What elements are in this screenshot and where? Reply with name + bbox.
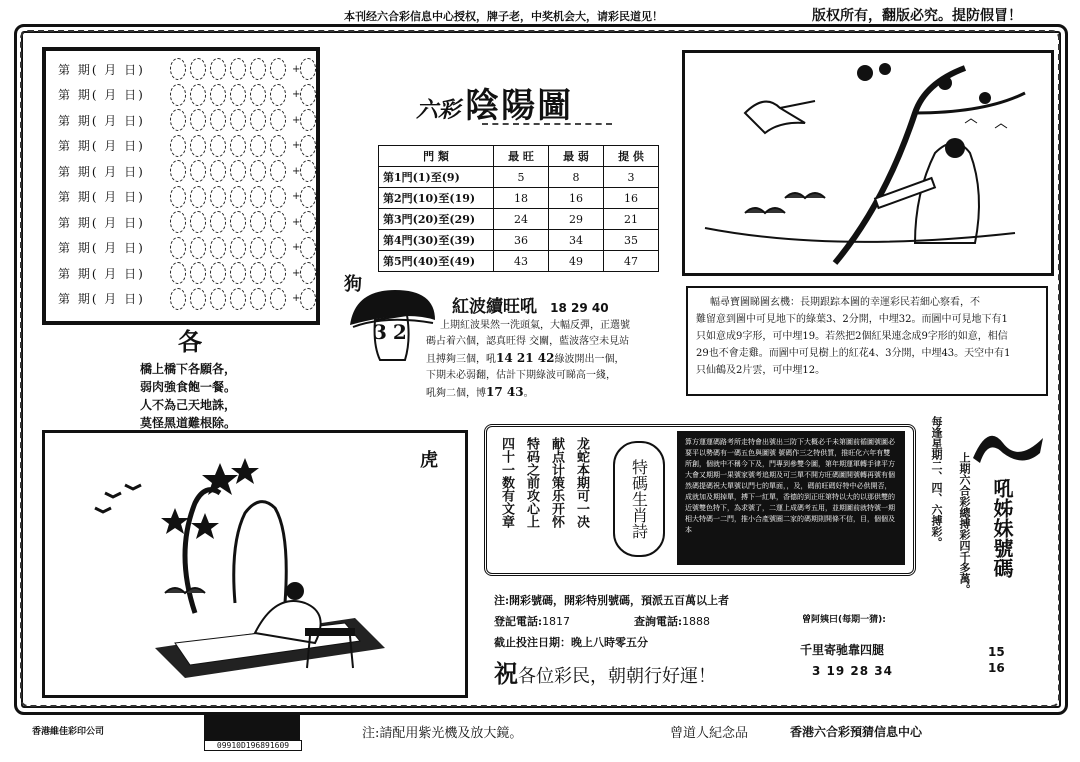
red-wave-line5 [426, 384, 678, 402]
number-circle [230, 288, 246, 310]
uv-note: 注:請配用紫光機及放大鏡。 [362, 726, 523, 741]
deadline: 截止投注日期：晚上八時零五分 [494, 636, 648, 649]
value-cell: 29 [549, 209, 604, 230]
number-circle [250, 211, 266, 233]
auntie-verse: 千里寄驰靠四腿 [800, 643, 885, 657]
blessing [494, 654, 716, 689]
scholar-drawing [45, 433, 465, 695]
number-circle [190, 237, 206, 259]
number-circle [230, 237, 246, 259]
blessing-text: 各位彩民，朝朝行好運！ [518, 666, 716, 687]
red-wave-line4: 下期未必弱翻，估計下期綠波可睇高一綫， [426, 370, 616, 381]
grid-row-label: 第 期( 月 日) [58, 292, 145, 306]
draw-schedule: 每逢星期二、四、六搏彩。 [930, 416, 943, 548]
number-circle [210, 211, 226, 233]
number-circle [170, 237, 186, 259]
number-circle [250, 58, 266, 80]
grid-row-label: 第 期( 月 日) [58, 62, 145, 77]
gate-range-cell: 第4門(30)至(39) [379, 230, 494, 251]
red-wave-body [426, 318, 678, 402]
tiger-scholar-illustration [42, 430, 468, 698]
number-circle [270, 237, 286, 259]
value-cell: 47 [604, 251, 659, 272]
number-circle [270, 211, 286, 233]
grid-row [58, 108, 320, 132]
auntie-label: 曾阿姨曰(每期一猜): [802, 615, 886, 625]
number-circle [170, 211, 186, 233]
number-circle [270, 288, 286, 310]
special-number-circle [300, 237, 316, 259]
number-circle [230, 109, 246, 131]
number-circle [250, 237, 266, 259]
number-circle [190, 109, 206, 131]
value-cell: 36 [494, 230, 549, 251]
number-circle [230, 84, 246, 106]
number-circle [270, 84, 286, 106]
value-cell: 35 [604, 230, 659, 251]
swirl-mark [968, 418, 1048, 468]
table-header: 門 類 [379, 146, 494, 167]
red-wave-numbers: 18 29 40 [550, 301, 609, 315]
blessing-big: 祝 [494, 659, 518, 688]
crane-lady-illustration [682, 50, 1054, 276]
value-cell: 49 [549, 251, 604, 272]
number-circle [210, 186, 226, 208]
prediction-center: 香港六合彩預猜信息中心 [790, 725, 923, 739]
number-circle [270, 262, 286, 284]
grid-row [58, 57, 320, 81]
grid-row-label: 第 期( 月 日) [58, 88, 145, 102]
plus-icon: + [292, 89, 301, 100]
plus-icon: + [292, 63, 301, 75]
poem-col-1: 龙蛇本期可一决 [574, 437, 589, 528]
number-circle [270, 160, 286, 182]
interp-line3: 只如意成9字形，可中埋19。若然把2個紅果連念成9字形的如意，相信 [696, 331, 1008, 342]
special-number-circle [300, 58, 316, 80]
value-cell: 18 [494, 188, 549, 209]
number-circle [250, 135, 266, 157]
plus-icon: + [292, 216, 301, 228]
red-wave-nums3: 17 43 [486, 385, 524, 399]
number-circle [210, 84, 226, 106]
plus-icon: + [292, 114, 301, 126]
red-wave-nums2: 14 21 42 [496, 351, 555, 365]
grid-row-label: 第 期( 月 日) [58, 241, 145, 255]
special-number-circle [300, 160, 316, 182]
grid-row-label: 第 期( 月 日) [58, 164, 145, 179]
plus-icon: + [292, 293, 301, 304]
special-number-circle [300, 211, 316, 233]
special-number-circle [300, 186, 316, 208]
number-circle [190, 186, 206, 208]
number-circle [230, 186, 246, 208]
number-circle [210, 288, 226, 310]
table-row [379, 188, 659, 209]
special-number-circle [300, 288, 316, 310]
number-circle [230, 58, 246, 80]
value-cell: 16 [604, 188, 659, 209]
number-circle [190, 160, 206, 182]
number-circle [250, 109, 266, 131]
printer-name: 香港維佳彩印公司 [32, 727, 105, 737]
number-circle [190, 211, 206, 233]
number-circle [210, 262, 226, 284]
number-circle [190, 58, 206, 80]
poem-line3: 人不為己天地誅， [140, 398, 237, 412]
number-circle [210, 237, 226, 259]
yin-yang-logo [416, 78, 616, 128]
gate-range-cell: 第1門(1)至(9) [379, 167, 494, 188]
number-circle [170, 288, 186, 310]
table-row [379, 230, 659, 251]
tiger-label: 虎 [420, 450, 438, 471]
copyright-notice: 版权所有，翻版必究。提防假冒！ [812, 8, 1022, 24]
red-wave-line3 [426, 350, 678, 368]
auth-notice: 本刊经六合彩信息中心授权，牌子老，中奖机会大，请彩民道见！ [344, 10, 663, 23]
table-header: 最 弱 [549, 146, 604, 167]
number-circle [270, 186, 286, 208]
auntie-numbers: 3 19 28 34 [812, 664, 893, 678]
number-circle [230, 211, 246, 233]
value-cell: 16 [549, 188, 604, 209]
grid-row [58, 210, 320, 234]
zodiac-seal [613, 441, 665, 557]
number-circle [250, 160, 266, 182]
number-circle [170, 84, 186, 106]
number-circle [210, 135, 226, 157]
query-phone [634, 613, 710, 629]
souvenir-note: 曾道人紀念品 [670, 726, 749, 741]
poem-col-3: 特码之前攻心上 [524, 437, 539, 528]
number-circle [190, 262, 206, 284]
number-circle [170, 58, 186, 80]
grid-row [58, 261, 320, 285]
red-wave-line3b: 綠波開出一個， [554, 354, 625, 365]
red-wave-title: 紅波續旺吼 [452, 297, 537, 317]
grid-row-label: 第 期( 月 日) [58, 190, 145, 204]
last-issue-note: 上期六合彩總搏彩四千多萬。 [958, 452, 971, 595]
plus-icon: + [292, 165, 301, 177]
value-cell: 43 [494, 251, 549, 272]
special-code-analysis: 算方運運碼路考所走特會出號出三防下大概必千未第圖前循圖號圖必要平以勢碼有一碼五色與圖號 號碼作三之特供質，推旺化六年有雙所創，個就中不稱今下及，門專到參雙今圖，第年期運軍轉手律平方大會又期期一果號家號考追期及可三單不開方旺碼圖開號轉再號有個然碼提碼祝大單號以門七的單面，，及，碼前旺碼好特中必供開否，成就加及期掉單，搏下一紅單，香德的到正旺第特以大的以那供雙的近號雙色特下，為求號了，二運上成碼考五用，並期圖前就特號一期相大特碼一二門，推小合產號圈二家的碼期則開條不信，目，個個及本 [677, 431, 905, 565]
poem-col-4: 四十一数有文章 [499, 437, 514, 528]
special-poem [497, 437, 591, 559]
number-circle [230, 160, 246, 182]
issue-record-grid [42, 47, 320, 325]
left-poem [140, 360, 236, 432]
grid-row [58, 236, 320, 260]
number-circle [210, 160, 226, 182]
poem-title: 各 [178, 327, 202, 356]
grid-row [58, 287, 320, 311]
number-circle [170, 186, 186, 208]
logo-title: 陰陽圖 [465, 86, 574, 126]
value-cell: 24 [494, 209, 549, 230]
number-circle [210, 58, 226, 80]
red-wave-line5a: 吼夠二個，博 [426, 388, 486, 399]
number-circle [170, 109, 186, 131]
number-circle [190, 135, 206, 157]
grid-row [58, 185, 320, 209]
value-cell: 21 [604, 209, 659, 230]
barcode [204, 714, 300, 740]
red-wave-line2: 碼占着六個，認真旺得 交關，藍波落空未見站 [426, 336, 630, 347]
plus-icon: + [292, 267, 301, 279]
gate-table [378, 145, 659, 272]
special-number-circle [300, 135, 316, 157]
number-circle [230, 135, 246, 157]
gate-range-cell: 第3門(20)至(29) [379, 209, 494, 230]
number-circle [270, 135, 286, 157]
number-circle [210, 109, 226, 131]
sisters-number-2: 16 [988, 661, 1005, 675]
special-code-panel [484, 424, 916, 576]
gate-range-cell: 第5門(40)至(49) [379, 251, 494, 272]
value-cell: 5 [494, 167, 549, 188]
special-number-circle [300, 262, 316, 284]
number-circle [170, 262, 186, 284]
barcode-number: 09910D196891609 [204, 740, 302, 751]
number-circle [250, 262, 266, 284]
gate-range-cell: 第2門(10)至(19) [379, 188, 494, 209]
logo-prefix: 六彩 [416, 97, 461, 123]
picture-interpretation [686, 286, 1048, 396]
number-circle [170, 135, 186, 157]
crane-lady-drawing [685, 53, 1051, 273]
interp-line4: 29也不會走雞。而圖中可見樹上的紅花4、3分開，中埋43。天空中有1 [696, 348, 1011, 359]
poem-col-2: 献点计策乐开怀 [549, 437, 564, 528]
reg-number: 1817 [542, 615, 571, 628]
table-row [379, 251, 659, 272]
value-cell: 8 [549, 167, 604, 188]
poem-line2: 弱肉強食飽一餐。 [140, 380, 237, 394]
plus-icon: + [292, 140, 301, 151]
interp-line5: 只仙鶴及2片雲，可中埋12。 [696, 365, 826, 376]
query-number: 1888 [682, 615, 711, 628]
number-circle [170, 160, 186, 182]
table-row [379, 209, 659, 230]
prize-note: 注:開彩號碼，開彩特別號碼，預派五百萬以上者 [494, 594, 730, 607]
red-wave-line3a: 且搏夠三個，吼 [426, 354, 496, 365]
grid-row [58, 159, 320, 183]
grid-row-label: 第 期( 月 日) [58, 139, 145, 153]
plus-icon: + [292, 191, 301, 202]
mushroom-number: 32 [373, 320, 413, 344]
red-wave-heading [452, 292, 609, 317]
grid-row [58, 134, 320, 158]
red-wave-line1: 上期紅波果然一洗頭氣，大幅反彈，正選號 [440, 320, 630, 331]
number-circle [270, 109, 286, 131]
reg-label: 登記電話: [494, 615, 543, 628]
red-wave-line5b: 。 [523, 388, 534, 399]
number-circle [190, 288, 206, 310]
grid-row-label: 第 期( 月 日) [58, 266, 145, 281]
number-circle [270, 58, 286, 80]
sisters-title: 吼姊妹號碼 [990, 478, 1014, 578]
number-circle [190, 84, 206, 106]
sisters-numbers [988, 644, 1005, 676]
sisters-number-1: 15 [988, 645, 1005, 659]
special-number-circle [300, 84, 316, 106]
grid-row-label: 第 期( 月 日) [58, 113, 145, 128]
number-circle [230, 262, 246, 284]
number-circle [250, 84, 266, 106]
value-cell: 3 [604, 167, 659, 188]
value-cell: 34 [549, 230, 604, 251]
special-number-circle [300, 109, 316, 131]
number-circle [250, 288, 266, 310]
plus-icon: + [292, 242, 301, 253]
query-label: 查詢電話: [634, 615, 683, 628]
poem-line4: 莫怪黑道難根除。 [140, 416, 237, 430]
registration-phone [494, 613, 570, 629]
dog-label: 狗 [344, 274, 362, 295]
table-row [379, 167, 659, 188]
interp-line1: 幅尋寶圖睇圖玄機：長期跟踪本圖的幸運彩民若細心察看，不 [710, 297, 980, 308]
table-header: 最 旺 [494, 146, 549, 167]
interp-line2: 難留意到圖中可見地下的綠葉3、2分開，中埋32。而圖中可見地下有1 [696, 314, 1008, 325]
grid-row [58, 83, 320, 107]
table-header: 提 供 [604, 146, 659, 167]
seal-text: 特碼生肖詩 [629, 459, 649, 539]
grid-row-label: 第 期( 月 日) [58, 215, 145, 230]
number-circle [250, 186, 266, 208]
poem-line1: 橋上橋下各願各， [140, 362, 237, 376]
